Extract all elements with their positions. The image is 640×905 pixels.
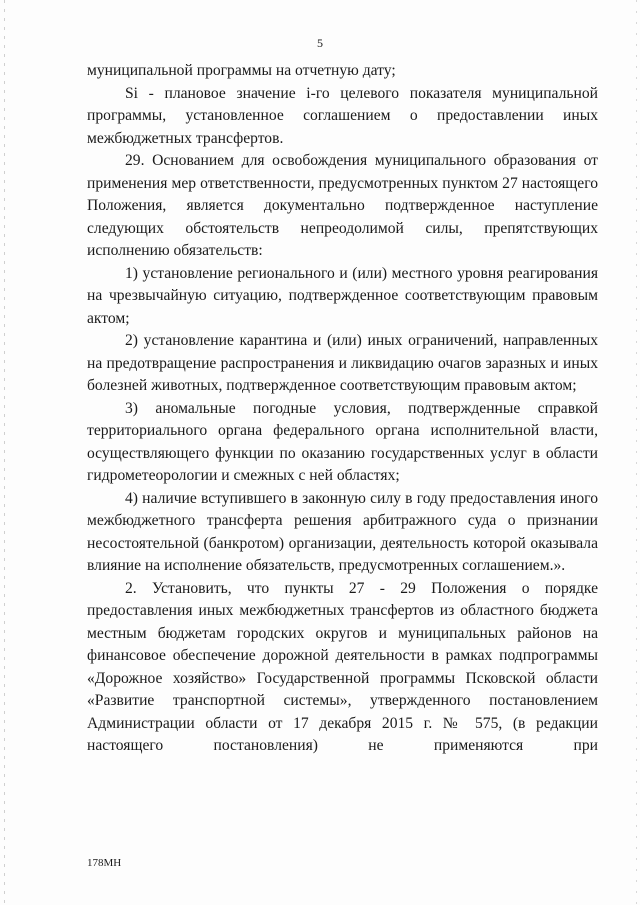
paragraph: 2. Установить, что пункты 27 - 29 Положения о порядке предоставления иных межбюджетных трансфертов из областного бюджета местным бюджетам городских округов и муниципальных районов на финансовое обеспечение дорожной деятельности в рамках подпрограммы «Дорожное хозяйство» Государственной программы Псковской области «Развитие транспортной системы», утвержденного постановлением Администрации области от 17 декабря 2015 г. № 575, (в редакции настоящего постановления) не применяются при — [87, 579, 598, 754]
scan-edge-right — [636, 0, 637, 905]
scan-edge-left — [4, 0, 5, 905]
paragraph: Si - плановое значение i-го целевого показателя муниципальной программы, установленное соглашением о предоставлении иных межбюджетных трансфертов. — [87, 84, 598, 147]
paragraph: муниципальной программы на отчетную дату; — [87, 62, 396, 79]
document-body — [87, 60, 598, 758]
footer-document-code: 178МН — [87, 857, 122, 869]
paragraph: 4) наличие вступившего в законную силу в году предоставления иного межбюджетного трансферта решения арбитражного суда о признании несостоятельной (банкротом) организации, деятельность которой оказывала влияние на исполнение обязательств, предусмотренных соглашением.». — [87, 489, 598, 574]
paragraph: 3) аномальные погодные условия, подтвержденные справкой территориального органа федерального органа исполнительной власти, осуществляющего функции по оказанию государственных услуг в области гидрометеорологии и смежных с ней областях; — [87, 399, 598, 484]
paragraph: 1) установление регионального и (или) местного уровня реагирования на чрезвычайную ситуацию, подтвержденное соответствующим правовым актом; — [87, 264, 598, 327]
page-number: 5 — [317, 36, 323, 50]
paragraph: 2) установление карантина и (или) иных ограничений, направленных на предотвращение распространения и ликвидацию очагов заразных и иных болезней животных, подтвержденное соответствующим правовым актом; — [87, 332, 598, 394]
paragraph: 29. Основанием для освобождения муниципального образования от применения мер ответственности, предусмотренных пунктом 27 настоящего Положения, является документально подтвержденное наступление следующих обстоятельств непреодолимой силы, препятствующих исполнению обязательств: — [87, 152, 598, 259]
